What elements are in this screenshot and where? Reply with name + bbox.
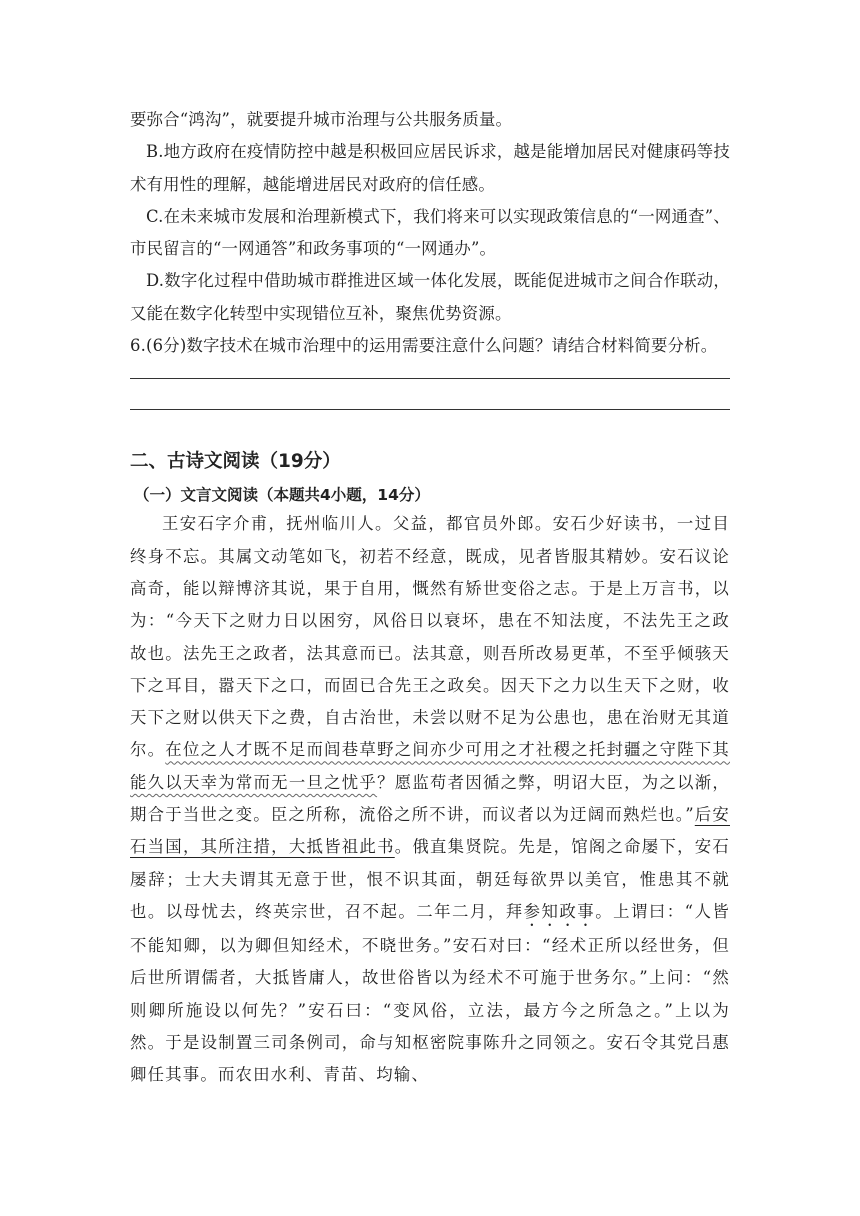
option-c: C.在未来城市发展和治理新模式下，我们将来可以实现政策信息的“一网通查”、市民留言的“一网通答”和政务事项的“一网通办”。	[130, 206, 730, 259]
option-a-tail: 要弥合“鸿沟”，就要提升城市治理与公共服务质量。	[130, 110, 513, 129]
answer-line-2[interactable]	[130, 409, 730, 410]
passage-text	[130, 508, 730, 1091]
dotted-term: 参知政事	[523, 901, 596, 921]
underlined-sentence: 后安石当国，其所注措，大抵皆祖此书	[130, 805, 730, 857]
option-b: B.地方政府在疫情防控中越是积极回应居民诉求，越是能增加居民对健康码等技术有用性的理解，越能增进居民对政府的信任感。	[130, 142, 730, 194]
question-6: 6.(6分)数字技术在城市治理中的运用需要注意什么问题？请结合材料简要分析。	[130, 336, 718, 356]
subsection-1-title: （一）文言文阅读（本题共4小题，14分）	[134, 486, 430, 505]
section-2-title: 二、古诗文阅读（19分）	[130, 451, 341, 473]
document-page	[130, 104, 730, 1091]
wavy-underlined-sentence: 在位之人才既不足而闾巷草野之间亦少可用之才社稷之托封疆之守陛下其能久以天幸为常而无一旦之忧乎	[130, 740, 730, 792]
option-d: D.数字化过程中借助城市群推进区域一体化发展，既能促进城市之间合作联动，又能在数字化转型中实现错位互补，聚焦优势资源。	[130, 271, 730, 323]
passage-part-2: ？愿监苟者因循之弊，明诏大臣，为之以渐，期合于当世之变。臣之所称，流俗之所不讲，而议者以为迂阔而熟烂也。”	[130, 772, 730, 825]
passage-part-1: 王安石字介甫，抚州临川人。父益，都官员外郎。安石少好读书，一过目终身不忘。其属文动笔如飞，初若不经意，既成，见者皆服其精妙。安石议论高奇，能以辩博济其说，果于自用，慨然有矫世变俗之志。于是上万言书，以为：“今天下之财力日以困穷，风俗日以衰坏，患在不知法度，不法先王之政故也。法先王之政者，法其意而已。法其意，则吾所改易更革，不至乎倾骇天下之耳目，嚣天下之口，而固已合先王之政矣。因天下之力以生天下之财，收天下之财以供天下之费，自古治世，未尝以财不足为公患也，患在治财无其道尔。	[130, 514, 730, 760]
passage-part-3a: 。俄直集贤院。先是，馆阁之命屡下，安石屡辞；士大夫谓其无意于世，恨不识其面，朝廷每欲畀以美官，惟患其不就也。以母忧去，终英宗世，召不起。二年二月，拜	[130, 837, 730, 921]
passage-part-3b: 。上谓曰：“人皆不能知卿，以为卿但知经术，不晓世务。”安石对曰：“经术正所以经世务，但后世所谓儒者，大抵皆庸人，故世俗皆以为经术不可施于世务尔。”上问：“然则卿所施设以何先？”安石曰：“变风俗，立法，最方今之所急之。”上以为然。于是设制置三司条例司，命与知枢密院事陈升之同领之。安石令其党吕惠卿任其事。而农田水利、青苗、均输、	[130, 901, 731, 1085]
